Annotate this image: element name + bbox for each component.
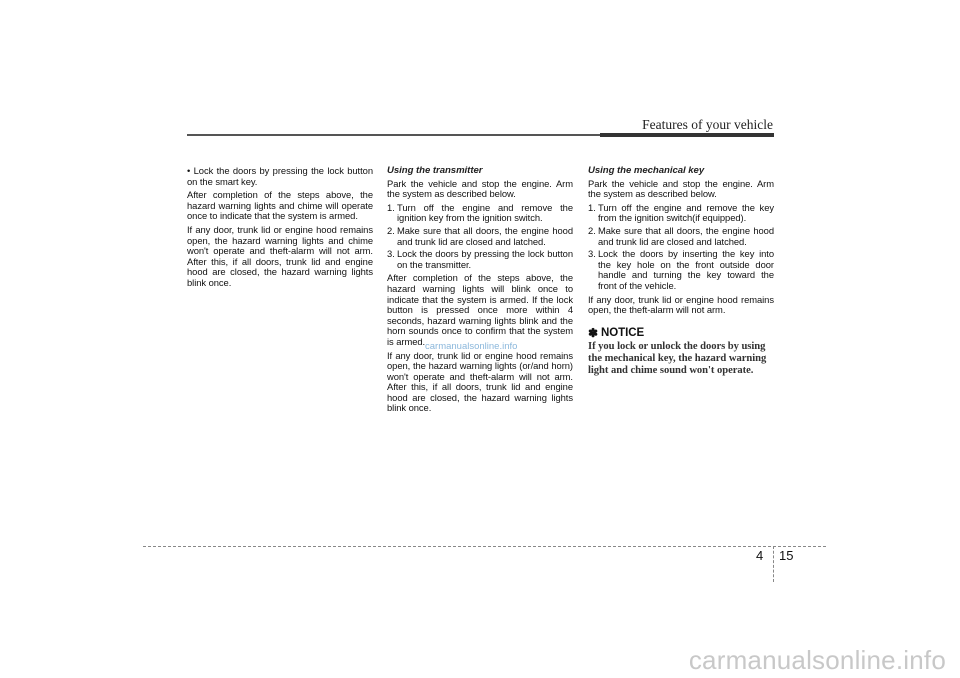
notice-title: NOTICE bbox=[601, 326, 645, 339]
section-heading-transmitter: Using the transmitter bbox=[387, 165, 483, 176]
step-number: 3. bbox=[588, 248, 596, 260]
paragraph: After completion of the steps above, the hazard warning lights and chime will operate once to indicate that the system is armed. bbox=[187, 189, 373, 222]
step-text: Lock the doors by inserting the key into the key hole on the front outside door handle and turning the key toward the front of the vehicle. bbox=[598, 248, 774, 291]
steps-list bbox=[387, 203, 573, 271]
paragraph: Park the vehicle and stop the engine. Arm the system as described below. bbox=[588, 177, 774, 200]
step-text: Lock the doors by pressing the lock button on the transmitter. bbox=[397, 248, 573, 270]
paragraph: After completion of the steps above, the hazard warning lights will blink once to indicate that the system is armed. If the lock button is pressed once more within 4 seconds, hazard warning lights blink and the horn sounds once to confirm that the system is armed. bbox=[387, 272, 573, 347]
step-text: Turn off the engine and remove the key from the ignition switch(if equipped). bbox=[598, 201, 774, 224]
column-middle bbox=[387, 166, 573, 417]
list-item bbox=[588, 226, 774, 247]
watermark-text: carmanualsonline.info bbox=[425, 341, 518, 352]
paragraph: If any door, trunk lid or engine hood remains open, the hazard warning lights (or/and horn) won't operate and theft-alarm will not arm. After this, if all doors, trunk lid and engine hood are closed, the hazard warning lights blink once. bbox=[387, 349, 573, 414]
bullet-item: • Lock the doors by pressing the lock button on the smart key. bbox=[187, 165, 373, 187]
chapter-number: 4 bbox=[756, 548, 764, 563]
notice-heading bbox=[588, 325, 774, 340]
step-number: 2. bbox=[588, 224, 596, 236]
step-number: 3. bbox=[387, 248, 395, 260]
step-text: Make sure that all doors, the engine hood and trunk lid are closed and latched. bbox=[397, 224, 573, 247]
step-number: 1. bbox=[387, 201, 395, 213]
steps-list bbox=[588, 203, 774, 292]
paragraph: If any door, trunk lid or engine hood remains open, the theft-alarm will not arm. bbox=[588, 293, 774, 316]
list-item bbox=[387, 226, 573, 247]
footer-dashed-rule bbox=[143, 546, 826, 547]
column-left bbox=[187, 166, 373, 292]
section-heading-mechanical-key: Using the mechanical key bbox=[588, 165, 705, 176]
paragraph: If any door, trunk lid or engine hood remains open, the hazard warning lights and chime won't operate and theft-alarm will not arm. After this, if all doors, trunk lid and engine hood are closed, the hazard warning lights blink once. bbox=[187, 223, 373, 288]
page-header-title: Features of your vehicle bbox=[642, 117, 773, 132]
notice-body: If you lock or unlock the doors by using the mechanical key, the hazard warning light and chime sound won't operate. bbox=[588, 341, 767, 376]
step-text: Turn off the engine and remove the ignition key from the ignition switch. bbox=[397, 201, 573, 224]
column-right bbox=[588, 166, 774, 376]
list-item bbox=[387, 203, 573, 224]
step-text: Make sure that all doors, the engine hood and trunk lid are closed and latched. bbox=[598, 224, 774, 247]
list-item bbox=[387, 249, 573, 270]
site-footer-link[interactable]: carmanualsonline.info bbox=[688, 645, 946, 675]
footer-vertical-divider bbox=[773, 546, 774, 582]
header-rule-accent bbox=[600, 133, 774, 137]
list-item bbox=[588, 249, 774, 291]
step-number: 1. bbox=[588, 201, 596, 213]
step-number: 2. bbox=[387, 224, 395, 236]
page-number: 15 bbox=[779, 548, 794, 563]
notice-star-icon: ✽ bbox=[588, 325, 599, 340]
paragraph: Park the vehicle and stop the engine. Arm the system as described below. bbox=[387, 177, 573, 200]
list-item bbox=[588, 203, 774, 224]
